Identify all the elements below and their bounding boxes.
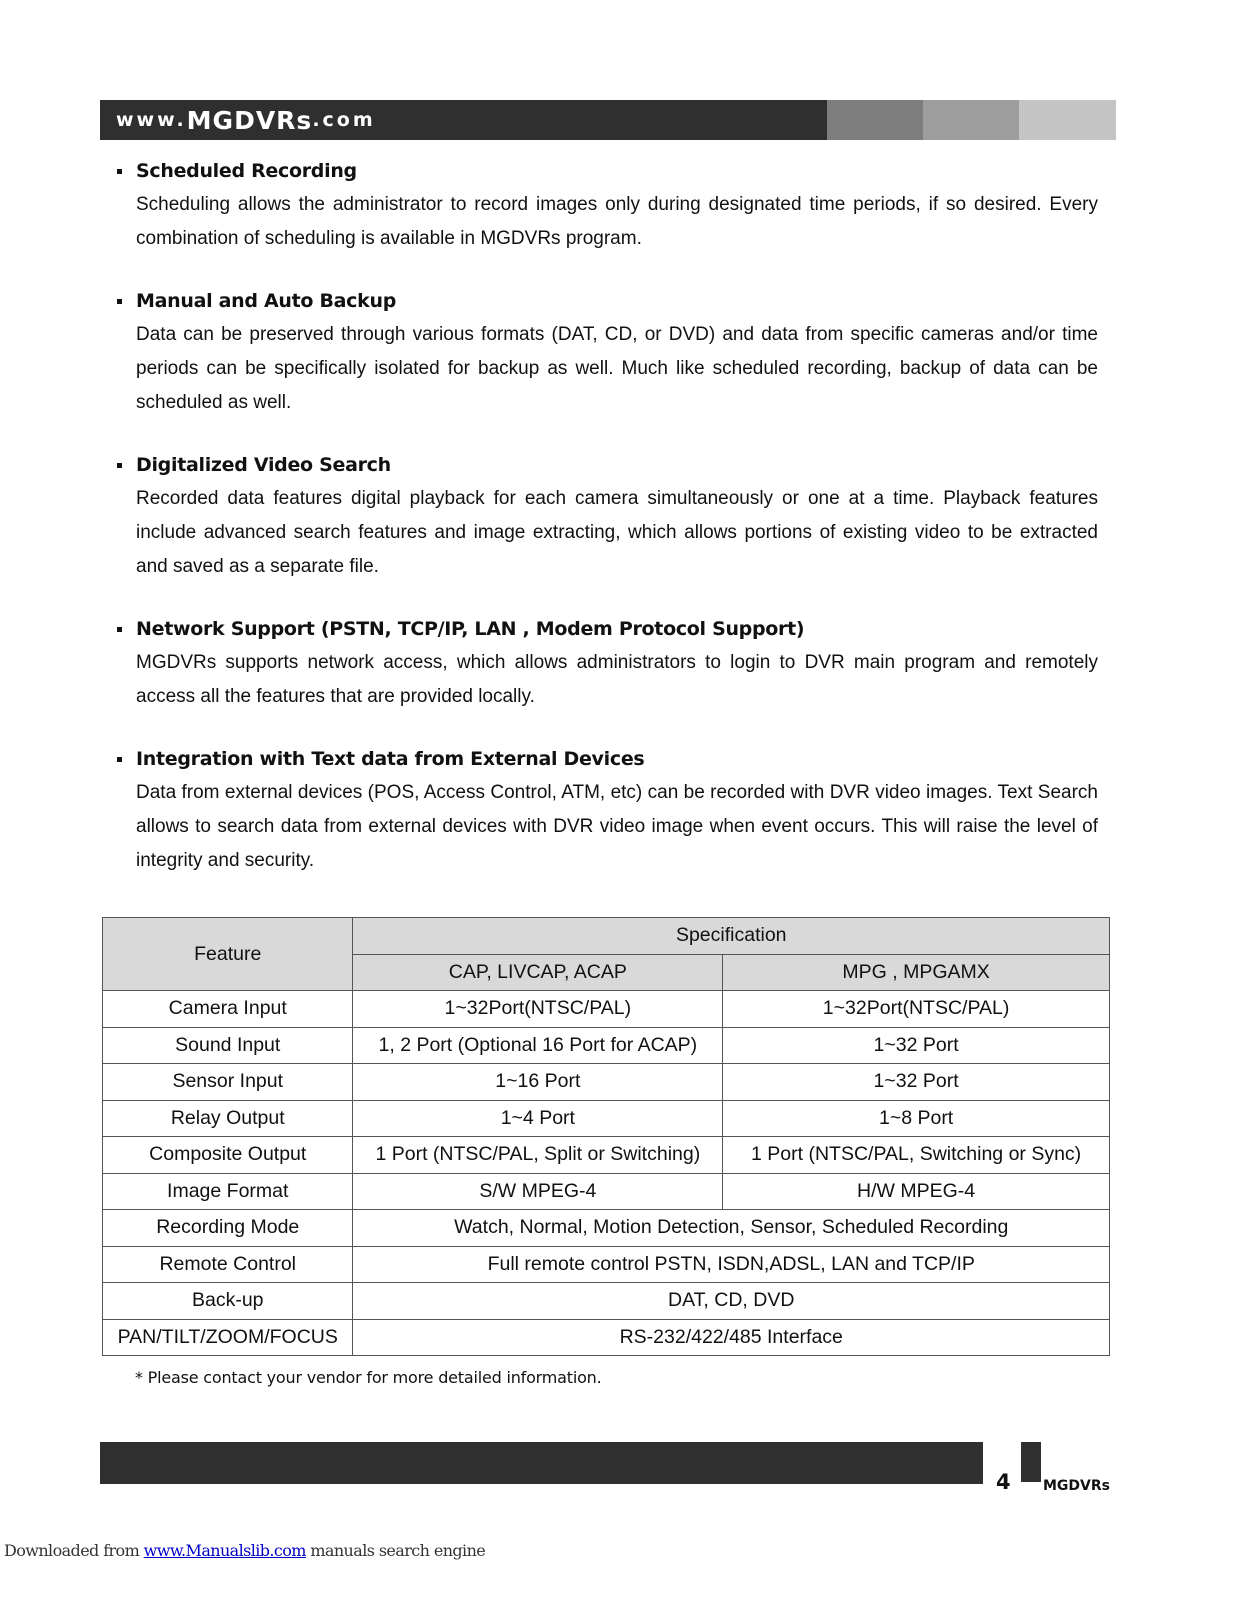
spec-b-cell: 1 Port (NTSC/PAL, Switching or Sync) xyxy=(723,1137,1110,1174)
header-brand-name: MGDVRs xyxy=(186,105,313,135)
section-title: Manual and Auto Backup xyxy=(136,290,397,312)
section-text-integration xyxy=(114,746,1098,878)
spec-merged-cell: DAT, CD, DVD xyxy=(353,1283,1110,1320)
header-bar xyxy=(100,100,1116,140)
spec-b-cell: 1~32Port(NTSC/PAL) xyxy=(723,991,1110,1028)
bullet-icon xyxy=(117,169,122,174)
spec-a-cell: 1~32Port(NTSC/PAL) xyxy=(353,991,723,1028)
header-gray-block-3 xyxy=(1019,100,1116,140)
table-header-row xyxy=(103,918,1110,955)
table-row xyxy=(103,1283,1110,1320)
table-row xyxy=(103,1137,1110,1174)
bullet-icon xyxy=(117,627,122,632)
footer-block xyxy=(1021,1442,1041,1482)
specification-header: Specification xyxy=(353,918,1110,955)
spec-b-cell: 1~32 Port xyxy=(723,1064,1110,1101)
spec-a-cell: 1 Port (NTSC/PAL, Split or Switching) xyxy=(353,1137,723,1174)
download-note xyxy=(4,1541,485,1560)
section-title: Integration with Text data from External Devices xyxy=(136,748,645,770)
spec-merged-cell: Full remote control PSTN, ISDN,ADSL, LAN and TCP/IP xyxy=(353,1246,1110,1283)
section-title: Network Support (PSTN, TCP/IP, LAN , Modem Protocol Support) xyxy=(136,618,805,640)
spec-b-cell: 1~32 Port xyxy=(723,1027,1110,1064)
spec-merged-cell: RS-232/422/485 Interface xyxy=(353,1319,1110,1356)
bullet-icon xyxy=(117,299,122,304)
section-title: Digitalized Video Search xyxy=(136,454,391,476)
footnote: * Please contact your vendor for more detailed information. xyxy=(135,1368,602,1387)
bullet-icon xyxy=(117,757,122,762)
table-row xyxy=(103,1027,1110,1064)
feature-cell: Relay Output xyxy=(103,1100,353,1137)
spec-a-cell: 1, 2 Port (Optional 16 Port for ACAP) xyxy=(353,1027,723,1064)
page-number: 4 xyxy=(996,1470,1011,1494)
section-title: Scheduled Recording xyxy=(136,160,357,182)
table-row xyxy=(103,1173,1110,1210)
bullet-icon xyxy=(117,463,122,468)
table-row xyxy=(103,991,1110,1028)
download-note-prefix: Downloaded from xyxy=(4,1541,144,1560)
table-row xyxy=(103,1100,1110,1137)
col-a-header: CAP, LIVCAP, ACAP xyxy=(353,954,723,991)
table-row xyxy=(103,1319,1110,1356)
section-scheduled-recording xyxy=(114,158,1098,256)
section-body: Scheduling allows the administrator to record images only during designated time periods, if so desired. Every combination of scheduling is available in MGDVRs program. xyxy=(136,194,1098,249)
section-body: Data can be preserved through various formats (DAT, CD, or DVD) and data from specific cameras and/or time periods can be specifically isolated for backup as well. Much like scheduled recording, backup of data can be scheduled as well. xyxy=(136,324,1098,413)
feature-cell: Remote Control xyxy=(103,1246,353,1283)
header-brand-prefix: www. xyxy=(116,109,187,131)
section-manual-auto-backup xyxy=(114,288,1098,420)
feature-cell: Image Format xyxy=(103,1173,353,1210)
table-row xyxy=(103,1210,1110,1247)
header-brand-suffix: .com xyxy=(312,109,376,131)
section-body: Recorded data features digital playback for each camera simultaneously or one at a time. Playback features include advanced search features and image extracting, which allows portions of existing video to be extracted and saved as a separate file. xyxy=(136,488,1098,577)
download-note-suffix: manuals search engine xyxy=(305,1541,486,1560)
table-row xyxy=(103,1246,1110,1283)
feature-cell: Back-up xyxy=(103,1283,353,1320)
header-gray-block-1 xyxy=(827,100,923,140)
feature-cell: PAN/TILT/ZOOM/FOCUS xyxy=(103,1319,353,1356)
header-gray-block-2 xyxy=(923,100,1019,140)
spec-b-cell: H/W MPEG-4 xyxy=(723,1173,1110,1210)
specification-table xyxy=(102,917,1110,1356)
feature-cell: Sound Input xyxy=(103,1027,353,1064)
section-body: Data from external devices (POS, Access Control, ATM, etc) can be recorded with DVR video images. Text Search allows to search data from external devices with DVR video image when event occurs. This will raise the level of integrity and security. xyxy=(136,782,1098,871)
feature-header: Feature xyxy=(103,918,353,991)
footer-bar xyxy=(100,1442,983,1484)
spec-a-cell: 1~4 Port xyxy=(353,1100,723,1137)
col-b-header: MPG , MPGAMX xyxy=(723,954,1110,991)
feature-cell: Composite Output xyxy=(103,1137,353,1174)
section-digitalized-video-search xyxy=(114,452,1098,584)
feature-cell: Sensor Input xyxy=(103,1064,353,1101)
manualslib-link[interactable]: www.Manualslib.com xyxy=(143,1541,306,1560)
spec-merged-cell: Watch, Normal, Motion Detection, Sensor, Scheduled Recording xyxy=(353,1210,1110,1247)
section-network-support xyxy=(114,616,1098,714)
spec-b-cell: 1~8 Port xyxy=(723,1100,1110,1137)
table-row xyxy=(103,1064,1110,1101)
feature-cell: Camera Input xyxy=(103,991,353,1028)
spec-a-cell: 1~16 Port xyxy=(353,1064,723,1101)
footer-brand: MGDVRs xyxy=(1043,1478,1110,1494)
section-body: MGDVRs supports network access, which allows administrators to login to DVR main program and remotely access all the features that are provided locally. xyxy=(136,652,1098,707)
header-brand xyxy=(100,100,827,140)
spec-a-cell: S/W MPEG-4 xyxy=(353,1173,723,1210)
feature-cell: Recording Mode xyxy=(103,1210,353,1247)
